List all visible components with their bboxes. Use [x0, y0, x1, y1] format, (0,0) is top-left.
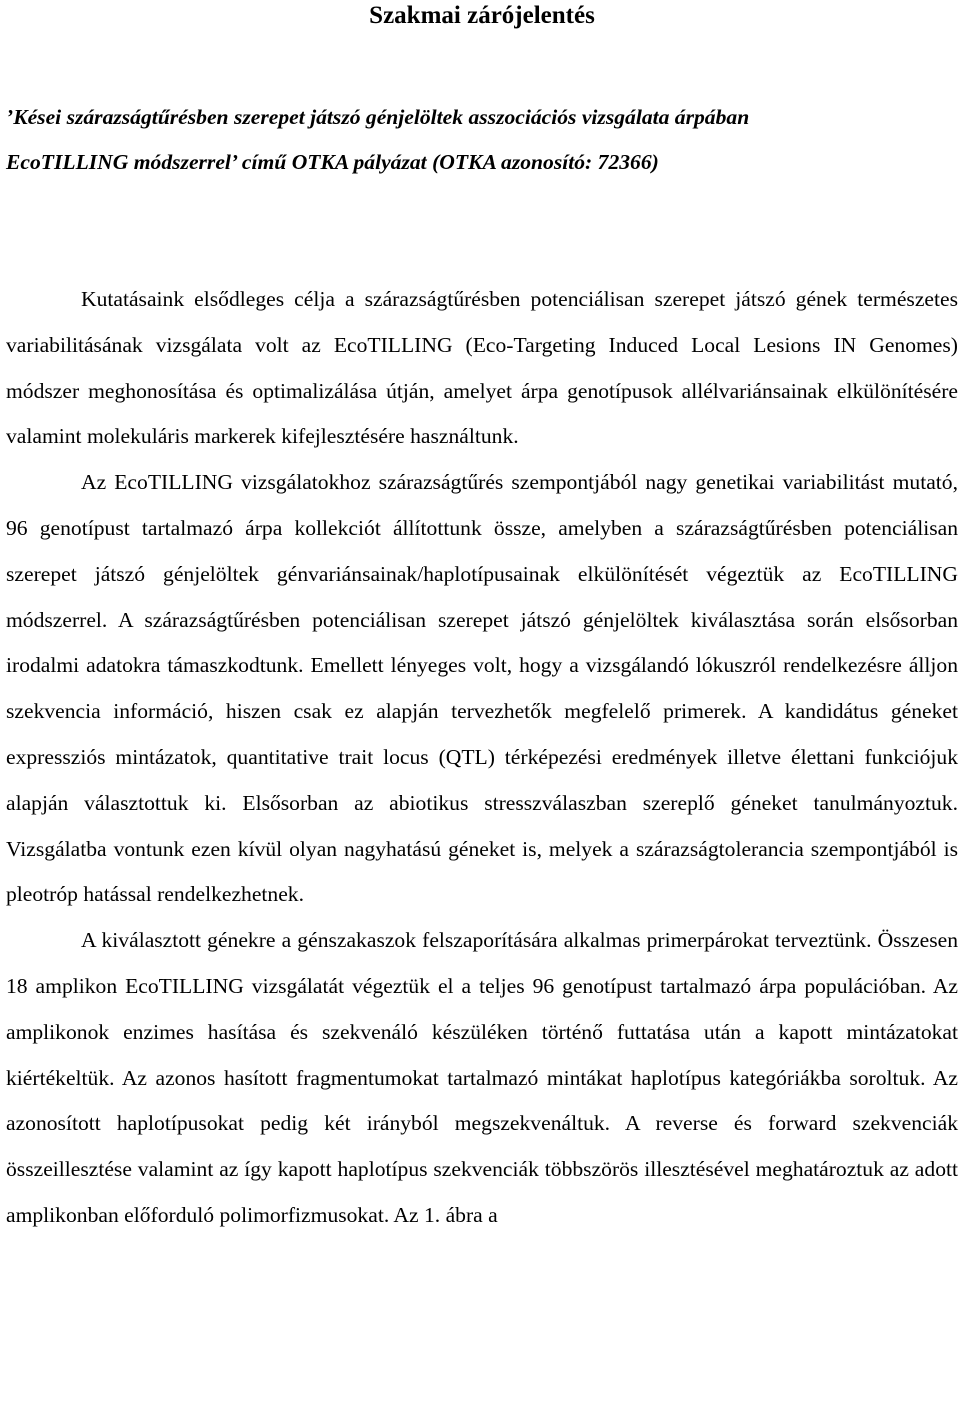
project-subtitle: [6, 95, 958, 185]
report-body: [6, 277, 958, 1239]
paragraph-2: Az EcoTILLING vizsgálatokhoz szárazságtűrés szempontjából nagy genetikai variabilitást mutató, 96 genotípust tartalmazó árpa kollekciót állítottunk össze, amelyben a szárazságtűrésben potenciálisan szerepet játszó génjelöltek génvariánsainak/haplotípusainak elkülönítését végeztük az EcoTILLING módszerrel. A szárazságtűrésben potenciálisan szerepet játszó génjelöltek kiválasztása során elsősorban irodalmi adatokra támaszkodtunk. Emellett lényeges volt, hogy a vizsgálandó lókuszról rendelkezésre álljon szekvencia információ, hiszen csak ez alapján tervezhetők megfelelő primerek. A kandidátus géneket expressziós mintázatok, quantitative trait locus (QTL) térképezési eredmények illetve élettani funkciójuk alapján választottuk ki. Elsősorban az abiotikus stresszválaszban szereplő géneket tanulmányoztuk. Vizsgálatba vontunk ezen kívül olyan nagyhatású géneket is, melyek a szárazságtolerancia szempontjából is pleotróp hatással rendelkezhetnek.: [6, 470, 958, 907]
document-title: Szakmai zárójelentés: [369, 2, 595, 29]
document-page: [6, 0, 958, 1227]
subtitle-line-2: EcoTILLING módszerrel’ című OTKA pályázat (OTKA azonosító: 72366): [6, 150, 659, 174]
subtitle-line-1: ’Kései szárazságtűrésben szerepet játszó génjelöltek asszociációs vizsgálata árpában: [6, 105, 750, 129]
paragraph-3: A kiválasztott génekre a génszakaszok felszaporítására alkalmas primerpárokat terveztünk. Összesen 18 amplikon EcoTILLING vizsgálatát végeztük el a teljes 96 genotípust tartalmazó árpa populációban. Az amplikonok enzimes hasítása és szekvenáló készüléken történő futtatása után a kapott mintázatokat kiértékeltük. Az azonos hasított fragmentumokat tartalmazó mintákat haplotípus kategóriákba soroltuk. Az azonosított haplotípusokat pedig két irányból megszekvenáltuk. A reverse és forward szekvenciák összeillesztése valamint az így kapott haplotípus szekvenciák többszörös illesztésével meghatároztuk az adott amplikonban előforduló polimorfizmusokat. Az 1. ábra a: [6, 928, 958, 1227]
paragraph-1: Kutatásaink elsődleges célja a szárazságtűrésben potenciálisan szerepet játszó gének természetes variabilitásának vizsgálata volt az EcoTILLING (Eco-Targeting Induced Local Lesions IN Genomes) módszer meghonosítása és optimalizálása útján, amelyet árpa genotípusok allélvariánsainak elkülönítésére valamint molekuláris markerek kifejlesztésére használtunk.: [6, 287, 958, 449]
